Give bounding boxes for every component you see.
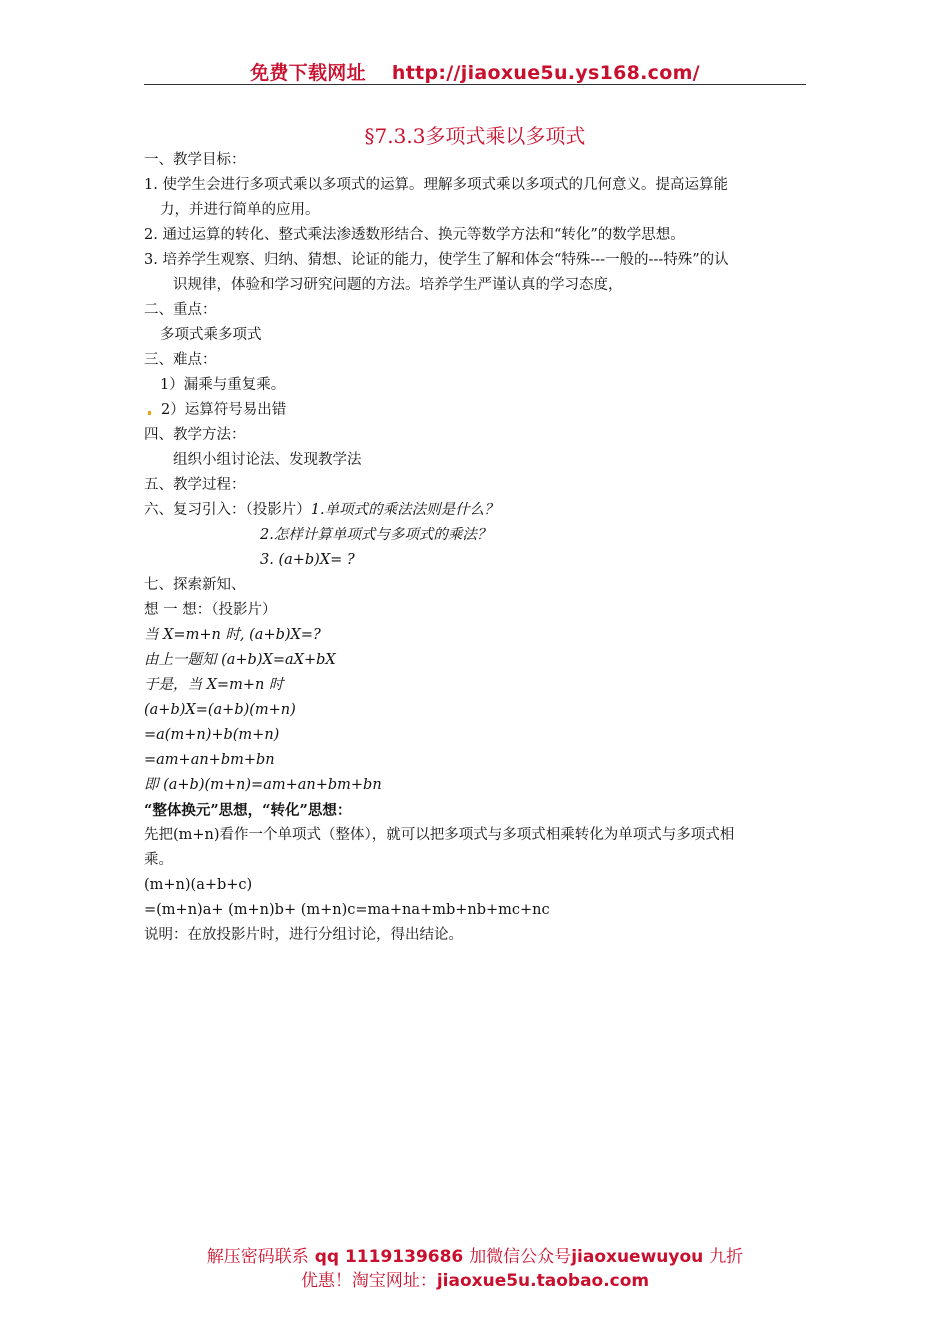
footer-discount: 九折: [709, 1247, 744, 1267]
idea-text-cont: 乘。: [144, 852, 173, 868]
review-row: [144, 498, 810, 523]
equation-result: 即 (a+b)(m+n)=am+an+bm+bn: [144, 777, 382, 793]
step-when: 当 X=m+n 时, (a+b)X=?: [144, 627, 321, 643]
objective-3: 3. 培养学生观察、归纳、猜想、论证的能力，使学生了解和体会“特殊---一般的---特殊”的认: [144, 252, 729, 268]
header-label: 免费下载网址: [250, 62, 366, 84]
footer-taobao-link[interactable]: jiaoxue5u.taobao.com: [436, 1271, 650, 1291]
step-from-previous: 由上一题知 (a+b)X=aX+bX: [144, 652, 336, 668]
example-expression: (m+n)(a+b+c): [144, 877, 253, 893]
note-text: 说明：在放投影片时，进行分组讨论，得出结论。: [144, 927, 463, 943]
footer-password-label: 解压密码联系: [206, 1247, 309, 1267]
marker-dot: [148, 411, 151, 415]
objective-1: 1. 使学生会进行多项式乘以多项式的运算。理解多项式乘以多项式的几何意义。提高运算能: [144, 177, 728, 193]
section-heading-difficulty: 三、难点：: [144, 352, 217, 368]
section-heading-objectives: 一、教学目标：: [144, 152, 246, 168]
header-divider: [144, 84, 806, 85]
footer-qq: qq 1119139686: [314, 1247, 464, 1267]
equation-2: =a(m+n)+b(m+n): [144, 727, 280, 743]
section-heading-methods: 四、教学方法：: [144, 427, 246, 443]
key-point-text: 多项式乘多项式: [160, 327, 262, 343]
document-title: §7.3.3多项式乘以多项式: [364, 124, 586, 148]
footer-taobao-label: 优惠！淘宝网址：: [300, 1271, 437, 1291]
step-thus: 于是，当 X=m+n 时: [144, 677, 284, 693]
document-body: [144, 148, 810, 948]
section-heading-explore: 七、探索新知、: [144, 577, 246, 593]
objective-3-cont: 识规律，体验和学习研究问题的方法。培养学生严谨认真的学习态度，: [173, 277, 623, 293]
footer-wechat-id: jiaoxuewuyou: [571, 1247, 704, 1267]
idea-heading: “整体换元”思想，“转化”思想：: [144, 802, 352, 819]
example-expansion: =(m+n)a+ (m+n)b+ (m+n)c=ma+na+mb+nb+mc+nc: [144, 902, 550, 918]
idea-text: 先把(m+n)看作一个单项式（整体），就可以把多项式与多项式相乘转化为单项式与多项式相: [144, 827, 735, 843]
section-heading-key-point: 二、重点：: [144, 302, 217, 318]
footer-line-2: [144, 1266, 806, 1291]
think-heading: 想 一 想：（投影片）: [144, 602, 277, 618]
footer-line-1: [144, 1242, 806, 1267]
objective-2: 2. 通过运算的转化、整式乘法渗透数形结合、换元等数学方法和“转化”的数学思想。: [144, 227, 685, 243]
methods-text: 组织小组讨论法、发现教学法: [173, 452, 362, 468]
footer-wechat-label: 加微信公众号: [469, 1247, 572, 1267]
difficulty-2: 2）运算符号易出错: [161, 402, 287, 418]
equation-1: (a+b)X=(a+b)(m+n): [144, 702, 296, 718]
difficulty-2-row: [144, 398, 810, 423]
review-question-3: 3. (a+b)X= ?: [260, 552, 355, 568]
download-header: [144, 58, 806, 85]
header-url-link[interactable]: http://jiaoxue5u.ys168.com/: [391, 62, 700, 84]
objective-1-cont: 力，并进行简单的应用。: [160, 202, 320, 218]
review-question-2: 2.怎样计算单项式与多项式的乘法？: [260, 527, 492, 543]
difficulty-1: 1）漏乘与重复乘。: [160, 377, 286, 393]
section-heading-review: 六、复习引入：（投影片）: [144, 502, 311, 518]
review-question-1: 1.单项式的乘法法则是什么？: [310, 502, 499, 518]
section-heading-process: 五、教学过程：: [144, 477, 246, 493]
equation-3: =am+an+bm+bn: [144, 752, 275, 768]
